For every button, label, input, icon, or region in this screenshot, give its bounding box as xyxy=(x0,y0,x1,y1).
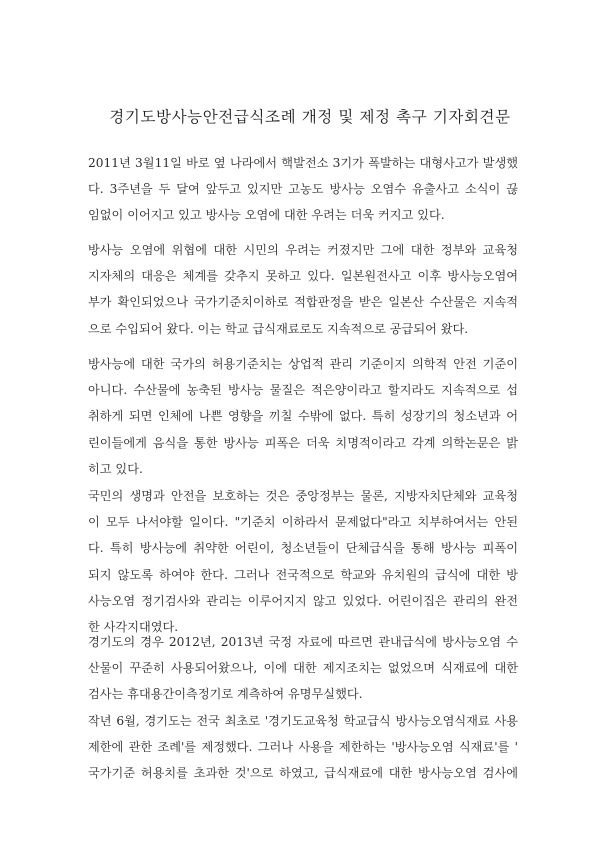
paragraph-line: 지자체의 대응은 체계를 갖추지 못하고 있다. 일본원전사고 이후 방사능오염여 xyxy=(88,269,518,284)
paragraph-2 xyxy=(88,237,518,342)
paragraph-line: 취하게 되면 인체에 나쁜 영향을 끼칠 수밖에 없다. 특히 성장기의 청소년과 어 xyxy=(88,409,518,424)
paragraph-line: 히고 있다. xyxy=(88,461,143,476)
paragraph-line: 방사능 오염에 위협에 대한 시민의 우려는 커졌지만 그에 대한 정부와 교육청 xyxy=(88,243,518,257)
paragraph-line: 임없이 이어지고 있고 방사능 오염에 대한 우려는 더욱 커지고 있다. xyxy=(88,208,445,223)
paragraph-line: 으로 수입되어 왔다. 이는 학교 급식재료로도 지속적으로 공급되어 왔다. xyxy=(88,321,469,336)
paragraph-line: 국가기준 허용치를 초과한 것'으로 하였고, 급식재료에 대한 방사능오염 검사에 xyxy=(88,765,518,780)
paragraph-line: 이 모두 나서야할 일이다. "기준치 이하라서 문제없다"라고 치부하여서는 안된 xyxy=(88,515,518,530)
paragraph-line: 검사는 휴대용간이측정기로 계측하여 유명무실했다. xyxy=(88,687,363,702)
document-title: 경기도방사능안전급식조례 개정 및 제정 촉구 기자회견문 xyxy=(109,108,511,126)
paragraph-5 xyxy=(88,629,518,786)
paragraph-line: 한 사각지대였다. xyxy=(88,619,179,634)
paragraph-line: 방사능에 대한 국가의 허용기준치는 상업적 관리 기준이지 의학적 안전 기준이 xyxy=(88,357,518,371)
paragraph-line: 린이들에게 음식을 통한 방사능 피폭은 더욱 치명적이라고 각계 의학논문은 밝 xyxy=(88,435,518,450)
paragraph-line: 산물이 꾸준히 사용되어왔으나, 이에 대한 제지조치는 없었으며 식재료에 대한 xyxy=(88,661,518,676)
paragraph-line: 사능오염 정기검사와 관리는 이루어지지 않고 있었다. 어린이집은 관리의 완전 xyxy=(88,593,518,608)
paragraph-line: 국민의 생명과 안전을 보호하는 것은 중앙정부는 물론, 지방자치단체와 교육청 xyxy=(88,489,518,503)
paragraph-3 xyxy=(88,351,518,482)
paragraph-line: 부가 확인되었으나 국가기준치이하로 적합판정을 받은 일본산 수산물은 지속적 xyxy=(88,295,518,310)
paragraph-line: 되지 않도록 하여야 한다. 그러나 전국적으로 학교와 유치원의 급식에 대한 방 xyxy=(88,567,518,582)
paragraph-line: 제한에 관한 조례'를 제정했다. 그러나 사용을 제한하는 '방사능오염 식재료'를 ' xyxy=(88,739,518,754)
paragraph-line: 경기도의 경우 2012년, 2013년 국정 자료에 따르면 관내급식에 방사능오염 수 xyxy=(88,635,518,649)
paragraph-4 xyxy=(88,483,518,640)
paragraph-line: 다. 3주년을 두 달여 앞두고 있지만 고농도 방사능 오염수 유출사고 소식이 끊 xyxy=(88,182,518,197)
paragraph-1 xyxy=(88,150,518,229)
paragraph-line: 작년 6월, 경기도는 전국 최초로 '경기도교육청 학교급식 방사능오염식재료 사용 xyxy=(88,713,518,728)
paragraph-line: 아니다. 수산물에 농축된 방사능 물질은 적은양이라고 할지라도 지속적으로 섭 xyxy=(88,383,518,398)
paragraph-line: 다. 특히 방사능에 취약한 어린이, 청소년들이 단체급식을 통해 방사능 피폭이 xyxy=(88,541,518,556)
paragraph-line: 2011년 3월11일 바로 옆 나라에서 핵발전소 3기가 폭발하는 대형사고가 발생했 xyxy=(88,156,518,170)
